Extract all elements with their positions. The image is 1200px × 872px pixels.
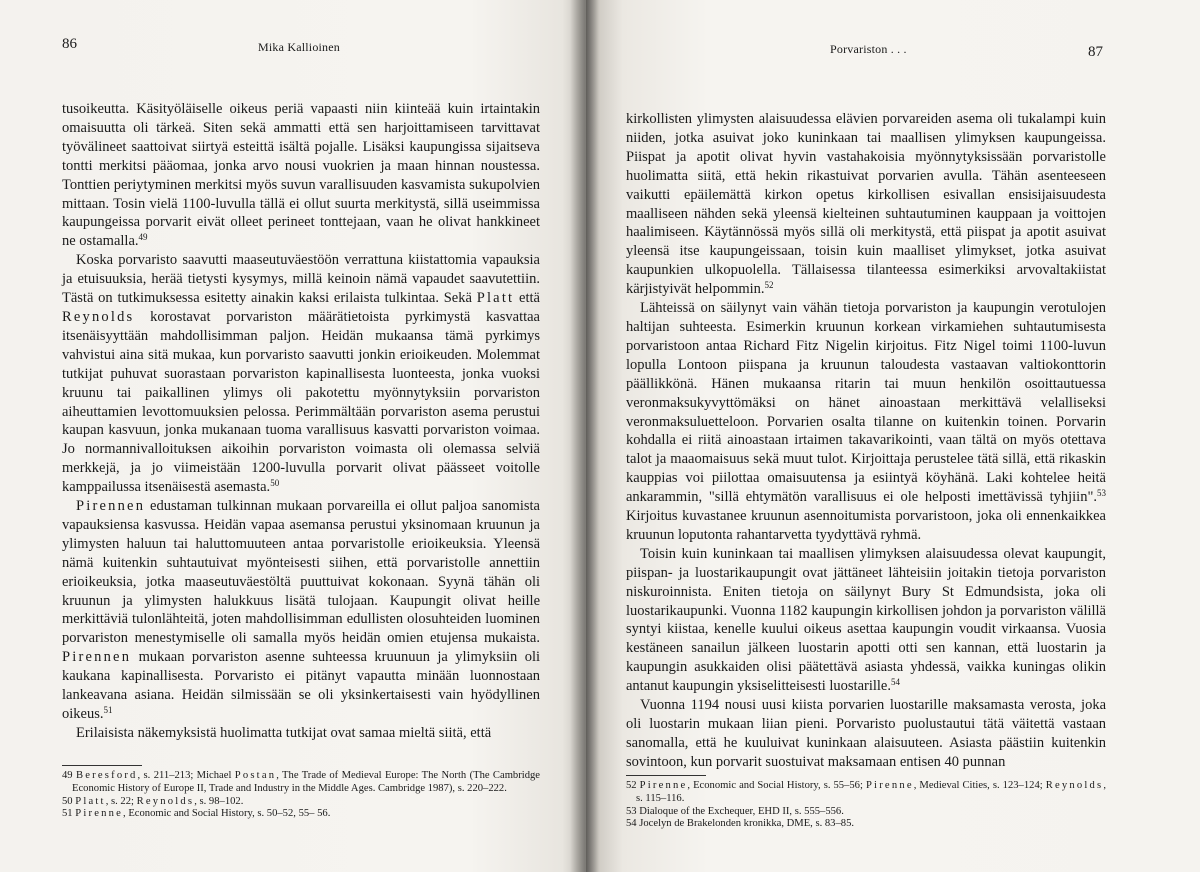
footnote-ref: 50 — [270, 478, 280, 489]
text-run: 49 — [62, 770, 76, 781]
text-run: tusoikeutta. Käsityöläiselle oikeus periä vapaasti niin kiinteää kuin irtaintakin omaisuutta oli tärkeä. Siten sekä ammatti että sen harjoittamiseen tarvittavat työvälineet saattoivat siirtyä esteittä isältä pojalle. Lisäksi kaupungissa sijaitseva tontti merkitsi pääomaa, jonka arvo nousi vuokrien ja maan hinnan noustessa. Tonttien periytyminen merkitsi myös suvun varallisuuden kasvamista sukupolvien mittaan. Tosin vielä 1100-luvulla tällä ei ollut suurta merkitystä, sillä useimmissa kaupungeissa porvarit eivät olleet perineet tonttejaan, vaan he olivat hankkineet ne ostamalla. — [62, 101, 540, 250]
paragraph — [62, 497, 540, 724]
text-run: , Economic and Social History, s. 55–56; — [687, 780, 866, 791]
footnote-ref: 49 — [138, 232, 148, 243]
footnote — [62, 796, 540, 809]
footnote-ref: 53 — [1097, 488, 1106, 499]
paragraph — [62, 100, 540, 251]
text-run: , Economic and Social History, s. 50–52, 55– 56. — [123, 808, 331, 820]
footnote — [62, 808, 540, 821]
text-run: Toisin kuin kuninkaan tai maallisen ylimyksen alaisuudessa olevat kaupungit, piispan- ja luostarikaupungit ovat jättäneet lähteisiin joitakin tietoja porvariston niskuroinnista. Eniten tietoja on säilynyt Bury St Edmundsista, joka oli luostarikaupunki. Vuonna 1182 kaupungin kirkollisen johdon ja porvariston välillä syntyi kiistaa, kenelle kuului oikeus asettaa kaupungin voudit virkaansa. Vuosia kestäneen sanailun jälkeen luostarin apotti otti sen kannan, että luostarin ja kaupungin asukkaiden olisi päätettävä asiasta yhdessä, vaikka kuningas olikin antanut kaupungin yksiselitteisesti luostarille. — [626, 545, 1106, 695]
author-name: Reynolds — [1045, 780, 1104, 791]
text-run: mukaan porvariston asenne suhteessa kruunuun ja ylimyksiin oli kaukana kapinallisesta. Porvaristo ei pitänyt vapautta minään luonnostaan lankeavana asiana. Heidän silmissään se oli yksinkertaisesti vain hyödyllinen oikeus. — [62, 649, 540, 722]
author-name: Reynolds — [62, 308, 135, 325]
footnotes — [626, 780, 1106, 831]
paragraph — [626, 696, 1106, 772]
footnotes — [62, 770, 540, 821]
text-run: 51 — [62, 808, 76, 820]
text-run: 54 Jocelyn de Brakelonden kronikka, DME, s. 83–85. — [626, 818, 855, 830]
paragraph — [62, 251, 540, 497]
text-run: Vuonna 1194 nousi uusi kiista porvarien luostarille maksamasta verosta, joka oli luostarin mukaan liian pieni. Porvaristo puolustautui tätä väitettä vastaan sanomalla, että he kuuluivat kuninkaan alaisuuteen. Asiasta päästiin kuitenkin sovintoon, kun porvarit suostuivat maksamaan entisen 40 punnan — [626, 697, 1106, 770]
running-head: Mika Kallioinen — [258, 40, 340, 54]
author-name: Pirenne — [865, 780, 914, 791]
page-number: 87 — [1088, 44, 1103, 60]
text-run: Lähteissä on säilynyt vain vähän tietoja porvariston ja kaupungin verotulojen haltijan suhteesta. Esimerkin kruunun korkean virkamiehen suhtautumisesta porvaristoon antaa Richard Fitz Nigelin kirjoitus. Fitz Nigel toimi 1100-luvun lopulla Lontoon piispana ja kruunun taloudesta vastaavan valtiokonttorin päällikkönä. Hänen mukaansa ritarin tai muun henkilön osoittautuessa veronmaksukyvyttömäksi on hänet ainoastaan merkittävä velalliseksi veronmaksuluetteloon. Porvarien osalta tilanne on kuitenkin toinen. Porvarin kohdalla ei riitä ainoastaan irtaimen takavarikointi, vaan tältä on myös otettava talot ja maaomaisuus sekä muut tulot. Kirjoittaja perustelee tätä sillä, että rikaskin kauppias voi piilottaa omaisuutensa ja esiintyä köyhänä. Laki kohtelee heitä ankarammin, "sillä ehtymätön varallisuus ei ole helposti imettävissä tyhjiin". — [626, 300, 1106, 506]
text-run: Erilaisista näkemyksistä huolimatta tutkijat ovat samaa mieltä siitä, että — [76, 724, 492, 741]
book-gutter — [570, 0, 600, 872]
author-name: Pirennen — [76, 498, 146, 515]
text-run: edustaman tulkinnan mukaan porvareilla ei ollut paljoa sanomista vapauksiensa kasvussa. Heidän vapaa asemansa perustui yksinomaan kruunun ja ylimysten haluun tai haluttomuuteen antaa porvaristolle erioikeuksia. Yleensä nämä kuitenkin suhtautuivat myönteisesti siihen, että porvaristolle annettiin erioikeuksia, jotka maaseutuväestöltä puuttuivat kokonaan. Syynä tähän oli kruunun ja ylimysten halukkuus lisätä tulojaan. Kaupungit olivat heille merkittäviä tulonlähteitä, joten mahdollisimman edullisten olosuhteiden luominen porvariston menestymiselle oli samalla myös heidän omien etujensa mukaista. — [62, 498, 540, 647]
footnote — [62, 770, 540, 796]
text-run: korostavat porvariston määrätietoista pyrkimystä kasvattaa itsenäisyyttään mahdollisimman paljon. Heidän mukaansa tämä pyrkimys vahvistui aina sitä mukaa, kun porvaristo saavutti jonkin erioikeuden. Molemmat tutkijat puhuvat suorastaan porvariston kapinallisesta luonteesta, jonka vuoksi kruunu tai paikallinen ylimys oli pakotettu myönnytyksiin porvariston aiheuttamien levottomuuksien pelossa. Perimmältään porvariston asema perustui kaupan kasvuun, jonka mukanaan tuoma varallisuus kasvatti porvariston voimaa. Jo normannivalloituksen aikoihin porvariston voimasta oli olemassa selviä merkkejä, ja jo viimeistään 1200-luvulla porvarit olivat päässeet voitolle kamppailussa itsenäisestä asemasta. — [62, 308, 540, 496]
text-run: , s. 22; — [105, 795, 137, 807]
author-name: Reynolds — [136, 795, 195, 807]
author-name: Pirenne — [75, 808, 124, 820]
footnote-ref: 51 — [103, 705, 113, 715]
text-run: 50 — [62, 795, 76, 807]
text-run: , s. 115–116. — [636, 780, 1107, 804]
text-run: , The Trade of Medieval Europe: The North (The Cambridge Economic History of Europe II, Trade and Industry in the Middle Ages. Cambridge 1987), s. 220–222. — [72, 770, 541, 794]
text-run: kirkollisten ylimysten alaisuudessa elävien porvareiden asema oli tukalampi kuin niiden, jotka asuivat joko kuninkaan tai maallisen ylimyksen kaupungeissa. Piispat ja apotit olivat hyvin vastahakoisia myönnytyksissään porvaristolle huolimatta siitä, että hekin rikastuivat porvarien avulla. Tähän asenteeseen vaikutti epäilemättä kirkon opetus kirkollisen esivallan ensisijaisuudesta maalliseen nähden sekä yleensä kielteinen suhtautuminen kauppaan ja voittojen haalimiseen. Käytännössä myös sillä oli merkitystä, että piispat ja apotit asuivat yleensä itse kaupungeissaan, toisin kuin maalliset ylimykset, jotka asuivat kaupunkien ulkopuolella. Tällaisessa tilanteessa esimerkiksi arvovaltakiistat kärjistyivät helpommin. — [626, 111, 1106, 298]
footnote-ref: 52 — [764, 280, 774, 291]
footnote-rule — [62, 765, 142, 766]
footnote — [626, 806, 1106, 819]
main-text — [626, 110, 1106, 772]
footnote — [626, 780, 1106, 806]
text-run: , Medieval Cities, s. 123–124; — [913, 780, 1046, 791]
text-run: että — [514, 290, 540, 307]
author-name: Platt — [476, 290, 515, 307]
main-text — [62, 100, 540, 743]
right-page — [586, 0, 1200, 872]
text-run: 53 Dialoque of the Exchequer, EHD II, s. 555–556. — [626, 805, 844, 817]
author-name: Beresford — [75, 770, 138, 781]
running-head: Porvariston . . . — [830, 42, 907, 56]
paragraph — [626, 299, 1106, 545]
paragraph — [62, 724, 540, 743]
page-number: 86 — [62, 36, 77, 52]
footnote-ref: 54 — [891, 677, 900, 688]
paragraph — [626, 110, 1106, 299]
author-name: Pirennen — [62, 649, 132, 666]
author-name: Pirenne — [639, 780, 688, 791]
footnote — [626, 818, 1106, 831]
footnote-rule — [626, 775, 706, 776]
text-run: Koska porvaristo saavutti maaseutuväestöön verrattuna kiistattomia vapauksia ja etuisuuksia, herää tietysti kysymys, millä keinoin nämä vapaudet saavutettiin. Tästä on tutkimuksessa esitetty ainakin kaksi erilaista tulkintaa. Sekä — [62, 252, 540, 307]
text-run: , s. 98–102. — [194, 795, 244, 807]
text-run: Kirjoitus kuvastanee kruunun asennoitumista porvaristoon, joka oli ennenkaikkea kruunun loputonta rahantarvetta tyydyttävä ryhmä. — [626, 508, 1106, 543]
left-page — [0, 0, 586, 872]
text-run: , s. 211–213; Michael — [137, 770, 235, 781]
paragraph — [626, 545, 1106, 696]
author-name: Platt — [75, 795, 106, 807]
author-name: Postan — [234, 770, 277, 781]
text-run: 52 — [626, 780, 640, 791]
